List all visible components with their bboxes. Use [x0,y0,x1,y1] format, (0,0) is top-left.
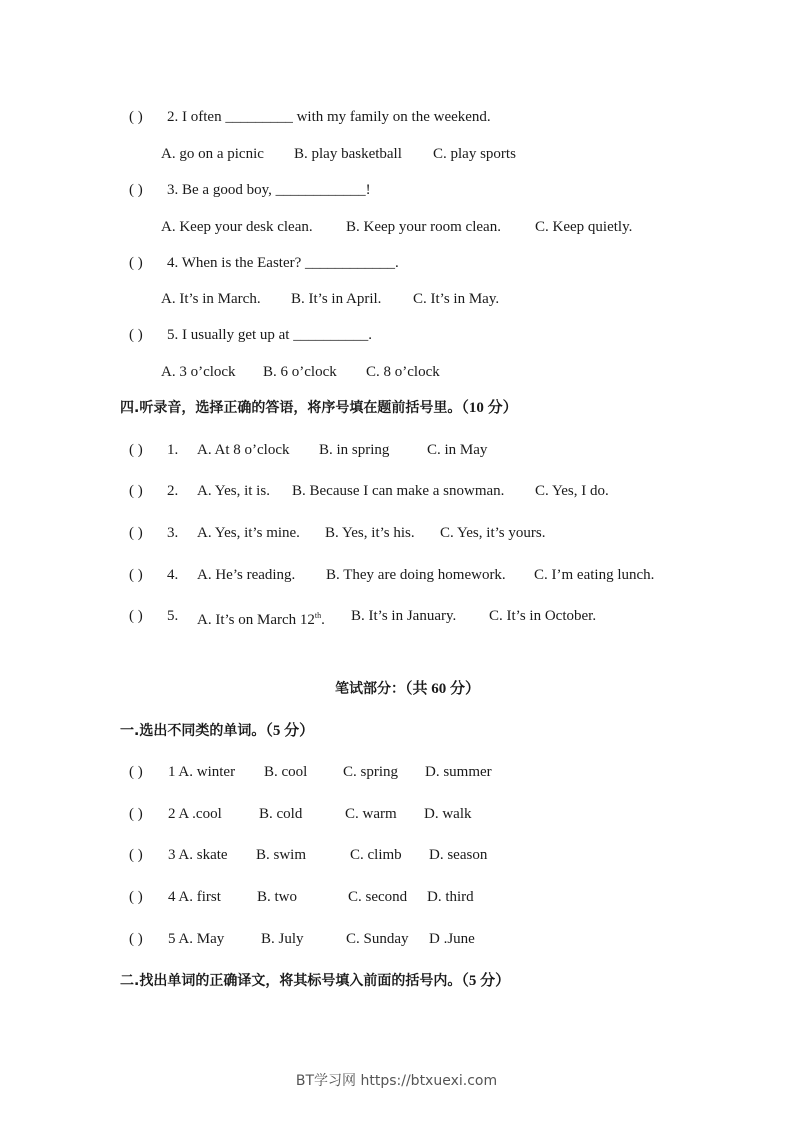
vocab-item-2 [0,804,793,824]
listening-item-4 [0,565,793,585]
option-a: A. Keep your desk clean. [161,219,313,235]
option-c: C. It’s in May. [413,291,500,307]
answer-blank[interactable]: ( ) [129,327,143,343]
option-b: B. Keep your room clean. [346,219,501,235]
option-a [197,606,325,630]
option-c: C. in May [427,442,488,458]
option-b: B. It’s in January. [351,608,457,624]
period: . [321,612,325,628]
vocab-item-5 [0,929,793,949]
option-a: 2 A .cool [168,806,222,822]
written-points: （共 60 分） [405,681,481,697]
option-a: A. go on a picnic [161,146,264,162]
option-d: D. season [429,847,488,863]
answer-blank[interactable]: ( ) [129,483,143,499]
section-title: 四.听录音，选择正确的答语，将序号填在题前括号里。 [120,400,462,416]
option-a: A. He’s reading. [197,567,296,583]
section-1-heading [120,721,314,741]
item-number: 5. [167,608,179,624]
option-a: A. At 8 o’clock [197,442,290,458]
listening-item-3 [0,523,793,543]
vocab-item-4 [0,887,793,907]
option-b: B. cold [259,806,303,822]
option-b: B. It’s in April. [291,291,382,307]
question-4 [0,253,793,273]
option-a: A. Yes, it is. [197,483,270,499]
ordinal-suffix: th [314,611,322,620]
section-points: （5 分） [265,723,315,739]
answer-blank[interactable]: ( ) [129,847,143,863]
section-points: （5 分） [461,973,511,989]
answer-blank[interactable]: ( ) [129,764,143,780]
section-title: 一.选出不同类的单词。 [120,723,266,739]
option-b: B. cool [264,764,308,780]
question-5-options [0,362,793,382]
question-stem: 4. When is the Easter? ____________. [167,255,399,271]
answer-blank[interactable]: ( ) [129,109,143,125]
question-2 [0,107,793,127]
section-2-heading [120,971,510,991]
option-a: A. Yes, it’s mine. [197,525,300,541]
option-a-text: A. It’s on March 12 [197,612,315,628]
option-b: B. in spring [319,442,390,458]
answer-blank[interactable]: ( ) [129,806,143,822]
option-c: C. It’s in October. [489,608,597,624]
option-a: 4 A. first [168,889,221,905]
written-title: 笔试部分： [335,681,405,697]
question-2-options [0,144,793,164]
answer-blank[interactable]: ( ) [129,567,143,583]
answer-blank[interactable]: ( ) [129,931,143,947]
item-number: 3. [167,525,179,541]
question-3-options [0,217,793,237]
question-stem: 3. Be a good boy, ____________! [167,182,371,198]
listening-item-2 [0,481,793,501]
section-points: （10 分） [461,400,518,416]
section-title: 二.找出单词的正确译文，将其标号填入前面的括号内。 [120,973,462,989]
question-stem: 2. I often _________ with my family on the weekend. [167,109,491,125]
option-b: B. July [261,931,304,947]
item-number: 4. [167,567,179,583]
option-b: B. two [257,889,298,905]
option-b: B. They are doing homework. [326,567,506,583]
option-c: C. Sunday [346,931,409,947]
option-a: 5 A. May [168,931,225,947]
question-4-options [0,289,793,309]
item-number: 2. [167,483,179,499]
answer-blank[interactable]: ( ) [129,182,143,198]
option-c: C. play sports [433,146,516,162]
answer-blank[interactable]: ( ) [129,525,143,541]
footer-watermark: BT学习网 https://btxuexi.com [295,1073,498,1089]
question-stem: 5. I usually get up at __________. [167,327,372,343]
option-a: 1 A. winter [168,764,236,780]
option-c: C. Yes, I do. [535,483,609,499]
option-a: A. It’s in March. [161,291,261,307]
option-d: D. summer [425,764,492,780]
option-c: C. climb [350,847,402,863]
section-4-heading [120,398,518,418]
option-b: B. Because I can make a snowman. [292,483,505,499]
option-c: C. spring [343,764,399,780]
question-5 [0,325,793,345]
item-number: 1. [167,442,179,458]
vocab-item-3 [0,845,793,865]
option-d: D. walk [424,806,472,822]
written-part-heading [335,679,480,699]
option-c: C. Keep quietly. [535,219,633,235]
question-3 [0,180,793,200]
option-c: C. second [348,889,408,905]
option-b: B. swim [256,847,307,863]
option-c: C. warm [345,806,397,822]
option-d: D. third [427,889,474,905]
option-c: C. 8 o’clock [366,364,440,380]
option-a: A. 3 o’clock [161,364,236,380]
option-a: 3 A. skate [168,847,228,863]
option-c: C. I’m eating lunch. [534,567,655,583]
option-c: C. Yes, it’s yours. [440,525,546,541]
answer-blank[interactable]: ( ) [129,255,143,271]
listening-item-5 [0,606,793,626]
listening-item-1 [0,440,793,460]
option-b: B. Yes, it’s his. [325,525,415,541]
option-d: D .June [429,931,475,947]
answer-blank[interactable]: ( ) [129,889,143,905]
answer-blank[interactable]: ( ) [129,608,143,624]
vocab-item-1 [0,762,793,782]
answer-blank[interactable]: ( ) [129,442,143,458]
option-b: B. 6 o’clock [263,364,337,380]
option-b: B. play basketball [294,146,402,162]
